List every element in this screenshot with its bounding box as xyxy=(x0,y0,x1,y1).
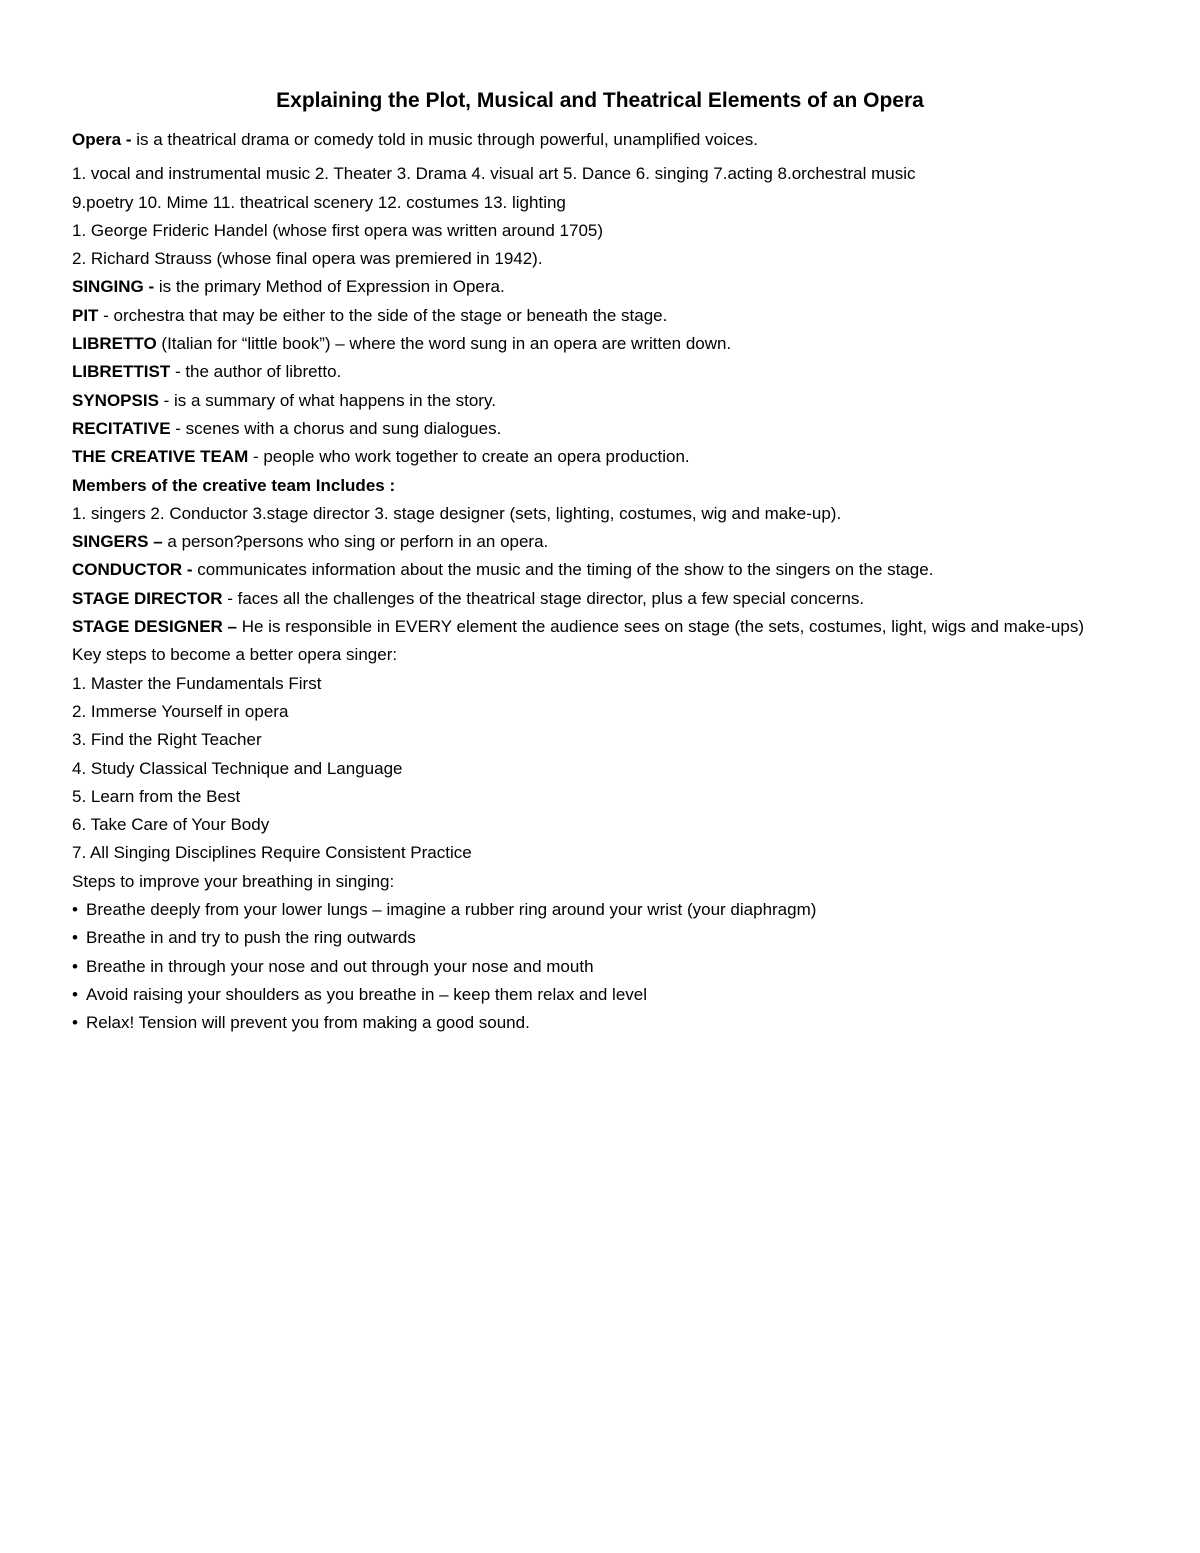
composer-line-1: 1. George Frideric Handel (whose first opera was written around 1705) xyxy=(72,220,604,240)
term-pit xyxy=(72,302,1128,330)
role-stage-designer xyxy=(72,613,1128,641)
document-page xyxy=(72,86,1128,1038)
term-label: STAGE DIRECTOR xyxy=(72,588,223,608)
term-label: SYNOPSIS xyxy=(72,390,159,410)
elements-line-1: 1. vocal and instrumental music 2. Theater 3. Drama 4. visual art 5. Dance 6. singing 7.acting 8.orchestral music xyxy=(72,164,916,184)
bullet-icon: • xyxy=(72,900,78,920)
breathing-steps-list xyxy=(72,896,1128,1037)
term-recitative xyxy=(72,415,1128,443)
bullet-text: Breathe in through your nose and out through your nose and mouth xyxy=(86,956,594,976)
term-text: - the author of libretto. xyxy=(170,362,342,382)
bullet-item xyxy=(72,953,1128,981)
list-item: 2. Immerse Yourself in opera xyxy=(72,701,289,721)
breathing-heading: Steps to improve your breathing in singing: xyxy=(72,871,395,891)
key-steps-list xyxy=(72,670,1128,868)
list-item: 6. Take Care of Your Body xyxy=(72,815,270,835)
term-creative-team xyxy=(72,443,1128,471)
bullet-item xyxy=(72,924,1128,952)
term-label: Opera - xyxy=(72,130,137,149)
bullet-text: Relax! Tension will prevent you from making a good sound. xyxy=(86,1013,530,1033)
key-steps-heading: Key steps to become a better opera singer: xyxy=(72,645,398,665)
term-label: CONDUCTOR - xyxy=(72,560,198,580)
bullet-text: Breathe in and try to push the ring outwards xyxy=(86,928,416,948)
term-label: THE CREATIVE TEAM xyxy=(72,447,249,467)
term-text: - is a summary of what happens in the story. xyxy=(158,390,496,410)
list-item: 1. Master the Fundamentals First xyxy=(72,673,322,693)
term-text: - orchestra that may be either to the side of the stage or beneath the stage. xyxy=(98,305,668,325)
bullet-icon: • xyxy=(72,984,78,1004)
bullet-icon: • xyxy=(72,1013,78,1033)
term-text: is a theatrical drama or comedy told in music through powerful, unamplified voices. xyxy=(136,130,758,149)
term-text: - people who work together to create an opera production. xyxy=(248,447,690,467)
list-item: 7. All Singing Disciplines Require Consistent Practice xyxy=(72,843,472,863)
elements-line-2: 9.poetry 10. Mime 11. theatrical scenery 12. costumes 13. lighting xyxy=(72,192,566,212)
list-item: 3. Find the Right Teacher xyxy=(72,730,262,750)
members-list: 1. singers 2. Conductor 3.stage director 3. stage designer (sets, lighting, costumes, wig and make-up). xyxy=(72,503,842,523)
role-singers xyxy=(72,528,1128,556)
term-label: LIBRETTIST xyxy=(72,362,171,382)
term-librettist xyxy=(72,358,1128,386)
bullet-text: Avoid raising your shoulders as you breathe in – keep them relax and level xyxy=(86,984,648,1004)
list-item: 5. Learn from the Best xyxy=(72,786,241,806)
document-title: Explaining the Plot, Musical and Theatrical Elements of an Opera xyxy=(276,89,924,112)
term-label: LIBRETTO xyxy=(72,334,157,354)
role-stage-director xyxy=(72,585,1128,613)
opera-definition xyxy=(72,126,1128,154)
term-label: RECITATIVE xyxy=(72,418,171,438)
term-libretto xyxy=(72,330,1128,358)
term-text: (Italian for “little book”) – where the word sung in an opera are written down. xyxy=(156,334,732,354)
bullet-icon: • xyxy=(72,956,78,976)
term-text: a person?persons who sing or perforn in an opera. xyxy=(167,532,549,552)
term-label: SINGING - xyxy=(72,277,159,297)
term-text: is the primary Method of Expression in Opera. xyxy=(158,277,505,297)
term-text: - scenes with a chorus and sung dialogues. xyxy=(170,418,502,438)
bullet-item xyxy=(72,896,1128,924)
term-text: - faces all the challenges of the theatrical stage director, plus a few special concerns. xyxy=(222,588,865,608)
term-text: communicates information about the music and the timing of the show to the singers on the stage. xyxy=(197,560,934,580)
list-item: 4. Study Classical Technique and Language xyxy=(72,758,403,778)
bullet-icon: • xyxy=(72,928,78,948)
term-singing xyxy=(72,273,1128,301)
term-label: SINGERS – xyxy=(72,532,168,552)
bullet-item xyxy=(72,981,1128,1009)
composer-line-2: 2. Richard Strauss (whose final opera was premiered in 1942). xyxy=(72,249,543,269)
term-text: He is responsible in EVERY element the audience sees on stage (the sets, costumes, light, wigs and make-ups) xyxy=(241,617,1084,637)
bullet-item xyxy=(72,1009,1128,1037)
bullet-text: Breathe deeply from your lower lungs – imagine a rubber ring around your wrist (your diaphragm) xyxy=(86,900,817,920)
term-label: PIT xyxy=(72,305,99,325)
members-heading: Members of the creative team Includes : xyxy=(72,475,396,495)
term-label: STAGE DESIGNER – xyxy=(72,617,242,637)
term-synopsis xyxy=(72,387,1128,415)
role-conductor xyxy=(72,556,1128,584)
